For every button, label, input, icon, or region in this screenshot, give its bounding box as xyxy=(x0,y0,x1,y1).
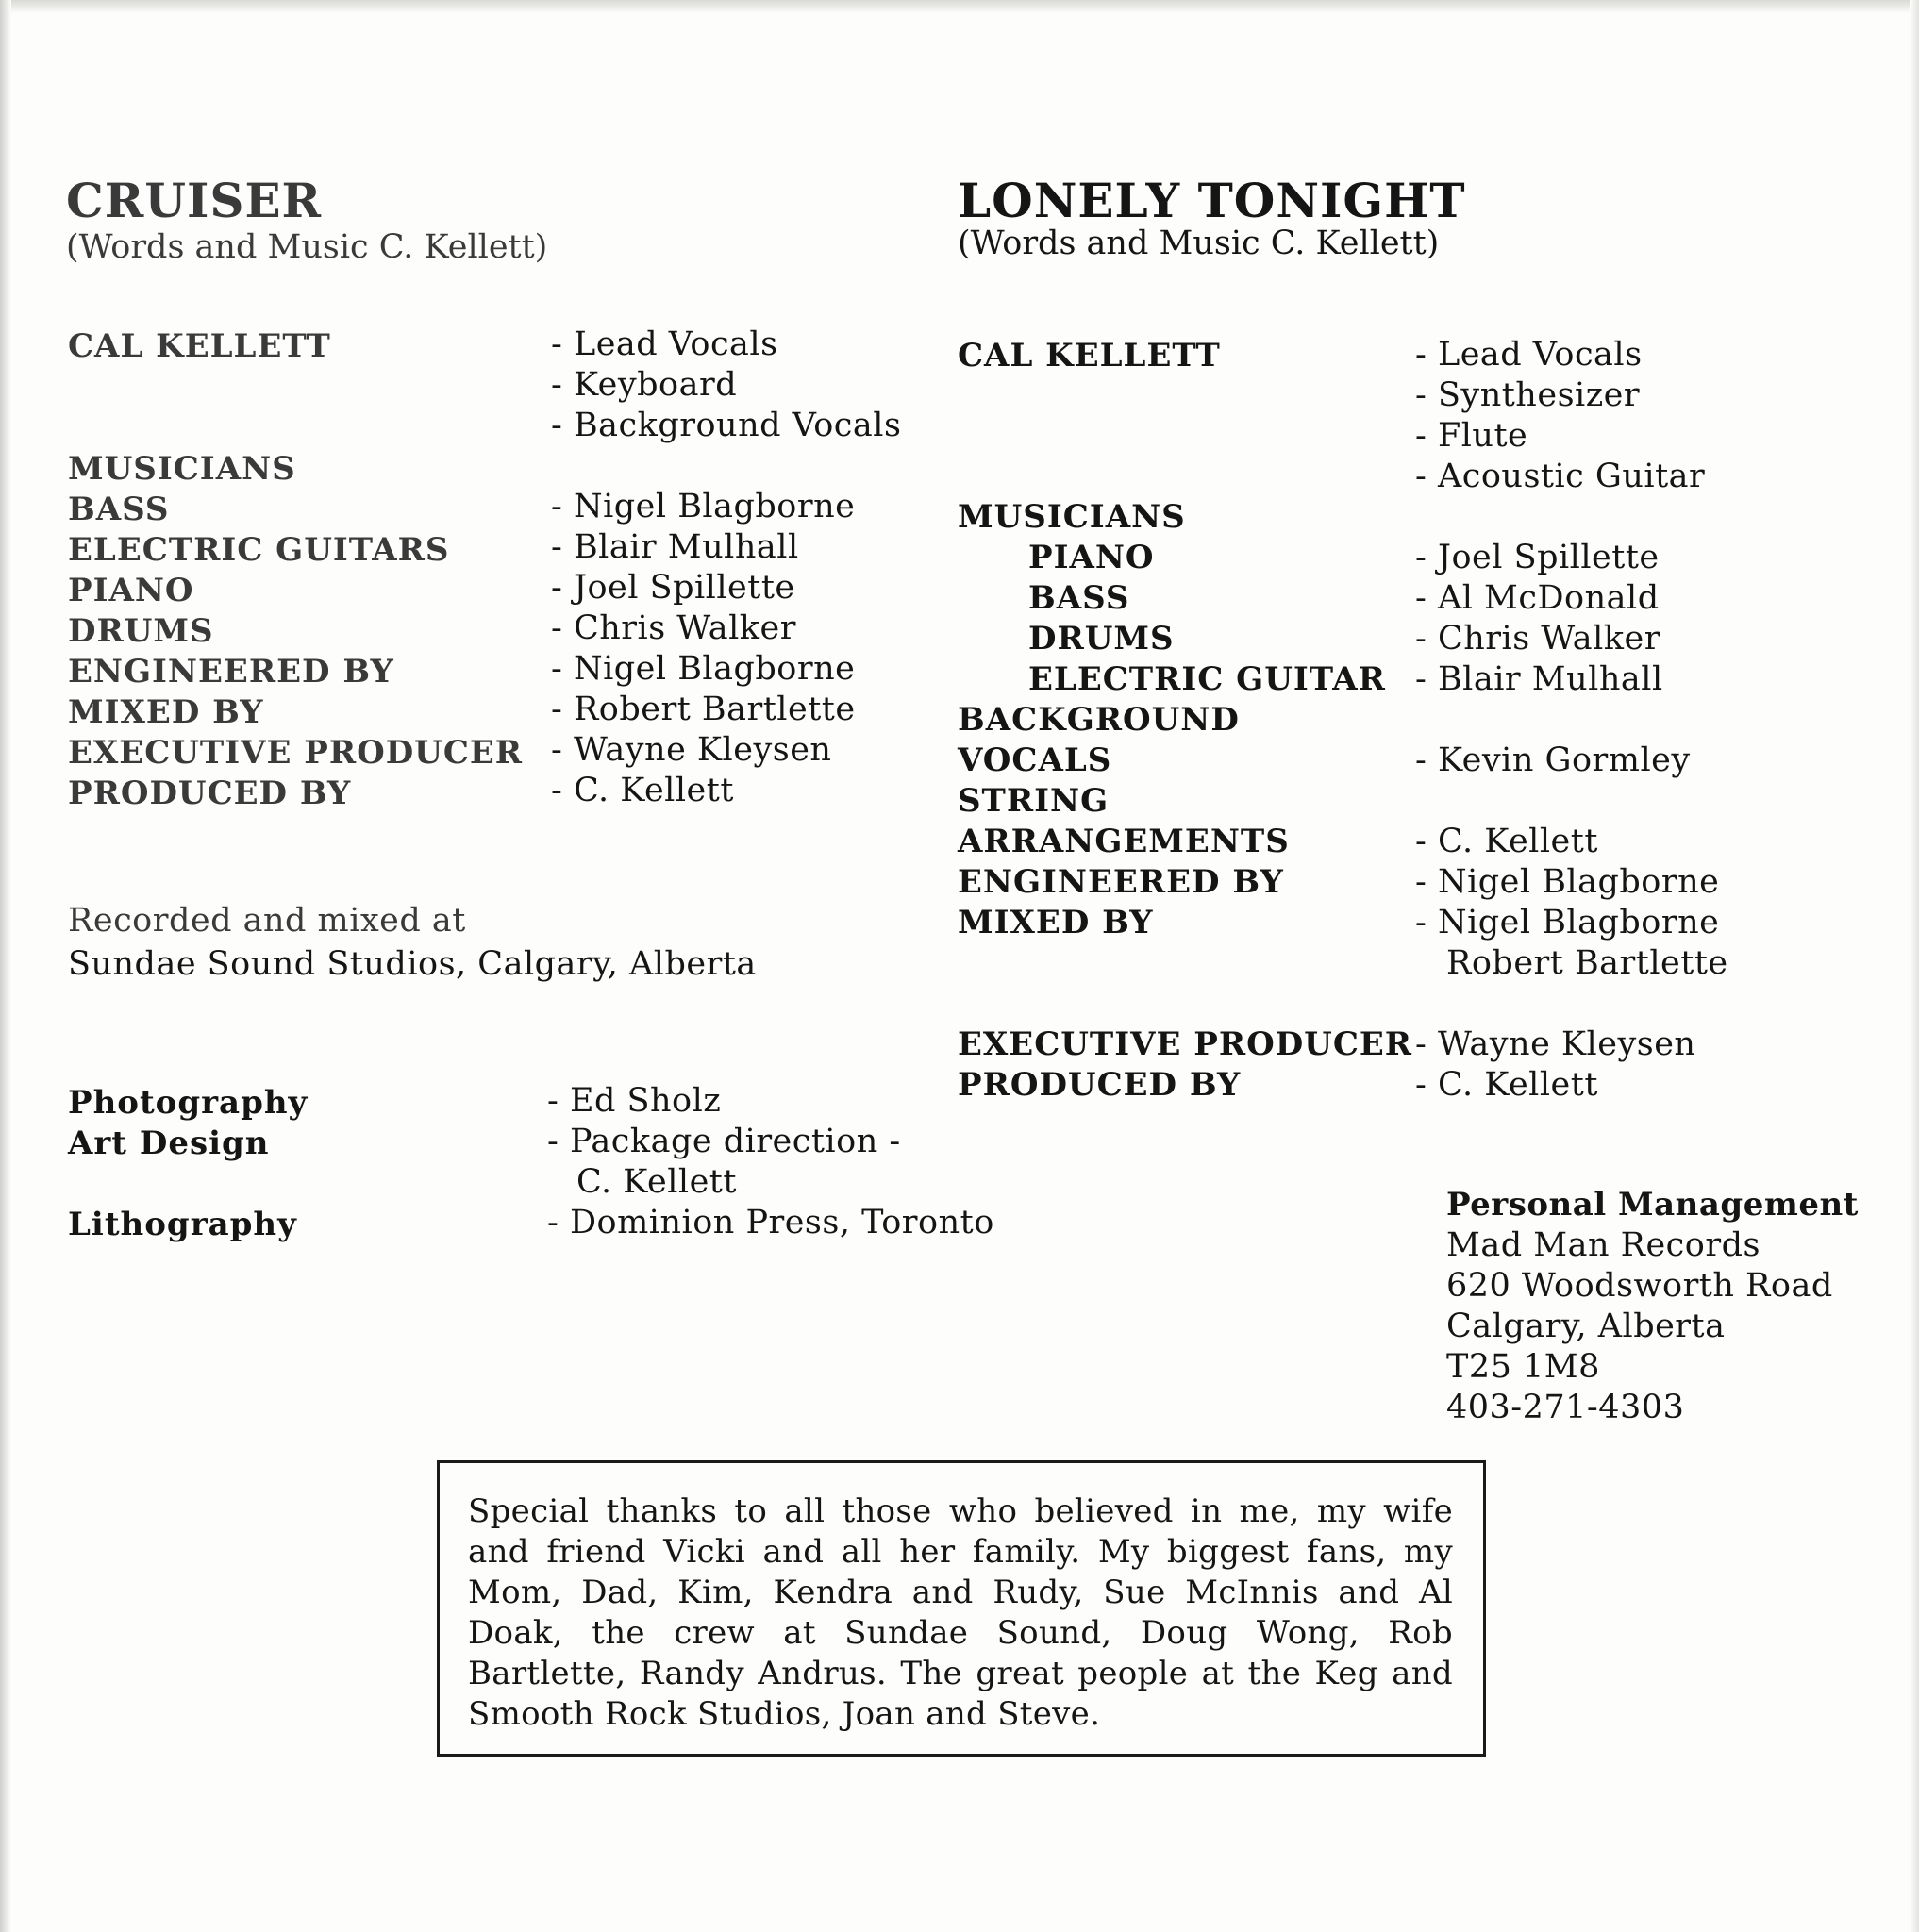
credit-value: - Blair Mulhall xyxy=(551,528,799,566)
photography-value: - Ed Sholz xyxy=(547,1082,722,1120)
credit-value: - C. Kellett xyxy=(551,772,734,809)
management-line: 403-271-4303 xyxy=(1446,1389,1685,1426)
background-vocals-label: BACKGROUND xyxy=(958,701,1240,739)
musician-value: - Chris Walker xyxy=(1415,620,1660,658)
musicians-heading-right: MUSICIANS xyxy=(958,498,1186,536)
management-line: Mad Man Records xyxy=(1446,1226,1760,1264)
credit-label: ENGINEERED BY xyxy=(68,653,394,691)
lithography-value: - Dominion Press, Toronto xyxy=(547,1204,994,1241)
credit-value: - Chris Walker xyxy=(551,609,796,647)
management-line: 620 Woodsworth Road xyxy=(1446,1267,1833,1305)
string-arrangements-label: STRING xyxy=(958,782,1110,820)
produced-by-value: - C. Kellett xyxy=(1415,1066,1598,1104)
recorded-at-line-2: Sundae Sound Studios, Calgary, Alberta xyxy=(68,945,757,983)
executive-producer-value: - Wayne Kleysen xyxy=(1415,1025,1696,1063)
background-vocals-label-cont: VOCALS xyxy=(958,741,1112,779)
management-heading: Personal Management xyxy=(1446,1186,1859,1224)
musician-label: BASS xyxy=(1028,579,1130,617)
special-thanks-text: Special thanks to all those who believed in me, my wife and friend Vicki and all her family. My biggest fans, my Mom, Dad, Kim, Kendra and Rudy, Sue McInnis and Al Doak, the crew at Sundae Sound, Doug Wong, Rob Bartlette, Randy Andrus. The great people at the Keg and Smooth Rock Studios, Joan and Steve. xyxy=(468,1492,1453,1733)
song-title-lonely-tonight: LONELY TONIGHT xyxy=(958,173,1466,228)
musician-value: - Al McDonald xyxy=(1415,579,1660,617)
management-line: Calgary, Alberta xyxy=(1446,1307,1726,1345)
musicians-heading-left: MUSICIANS xyxy=(68,450,296,488)
credit-label: PIANO xyxy=(68,572,194,609)
artist-role: - Lead Vocals xyxy=(551,325,778,363)
engineered-by-value: - Nigel Blagborne xyxy=(1415,863,1720,901)
art-design-label: Art Design xyxy=(68,1124,270,1162)
artist-role: - Background Vocals xyxy=(551,407,902,444)
credit-value: - Wayne Kleysen xyxy=(551,731,832,769)
artist-role: - Acoustic Guitar xyxy=(1415,458,1706,495)
background-vocals-value: - Kevin Gormley xyxy=(1415,741,1691,779)
mixed-by-label: MIXED BY xyxy=(958,904,1154,941)
engineered-by-label: ENGINEERED BY xyxy=(958,863,1284,901)
produced-by-label: PRODUCED BY xyxy=(958,1066,1242,1104)
credit-label: BASS xyxy=(68,491,170,528)
artist-role: - Lead Vocals xyxy=(1415,336,1643,374)
artist-name-left: CAL KELLETT xyxy=(68,327,331,365)
mixed-by-value: - Nigel Blagborne xyxy=(1415,904,1720,941)
credit-label: MIXED BY xyxy=(68,693,264,731)
photography-label: Photography xyxy=(68,1084,309,1122)
credit-label: EXECUTIVE PRODUCER xyxy=(68,734,524,772)
credit-label: DRUMS xyxy=(68,612,214,650)
musician-label: DRUMS xyxy=(1028,620,1175,658)
song-credit-cruiser: (Words and Music C. Kellett) xyxy=(66,228,548,266)
page-edge-top xyxy=(0,0,1919,13)
mixed-by-value-cont: Robert Bartlette xyxy=(1446,944,1728,982)
string-arrangements-value: - C. Kellett xyxy=(1415,823,1598,860)
musician-value: - Joel Spillette xyxy=(1415,539,1660,576)
string-arrangements-label-cont: ARRANGEMENTS xyxy=(958,823,1290,860)
artist-role: - Flute xyxy=(1415,417,1528,455)
lithography-label: Lithography xyxy=(68,1206,297,1243)
art-design-value: - Package direction - xyxy=(547,1123,901,1160)
credit-value: - Nigel Blagborne xyxy=(551,650,856,688)
page-edge-right xyxy=(1910,0,1919,1932)
page-edge-left xyxy=(0,0,11,1932)
credit-label: ELECTRIC GUITARS xyxy=(68,531,450,569)
musician-label: PIANO xyxy=(1028,539,1155,576)
credit-label: PRODUCED BY xyxy=(68,774,352,812)
song-credit-lonely-tonight: (Words and Music C. Kellett) xyxy=(958,225,1440,262)
credit-value: - Nigel Blagborne xyxy=(551,488,856,525)
artist-role: - Keyboard xyxy=(551,366,738,404)
credit-value: - Joel Spillette xyxy=(551,569,795,607)
song-title-cruiser: CRUISER xyxy=(66,173,323,228)
musician-value: - Blair Mulhall xyxy=(1415,660,1663,698)
special-thanks-box xyxy=(437,1460,1486,1757)
musician-label: ELECTRIC GUITAR xyxy=(1028,660,1386,698)
executive-producer-label: EXECUTIVE PRODUCER xyxy=(958,1025,1413,1063)
artist-name-right: CAL KELLETT xyxy=(958,337,1221,375)
artist-role: - Synthesizer xyxy=(1415,376,1641,414)
management-line: T25 1M8 xyxy=(1446,1348,1600,1386)
art-design-value-cont: C. Kellett xyxy=(576,1163,737,1201)
recorded-at-line-1: Recorded and mixed at xyxy=(68,902,466,940)
credit-value: - Robert Bartlette xyxy=(551,691,856,728)
